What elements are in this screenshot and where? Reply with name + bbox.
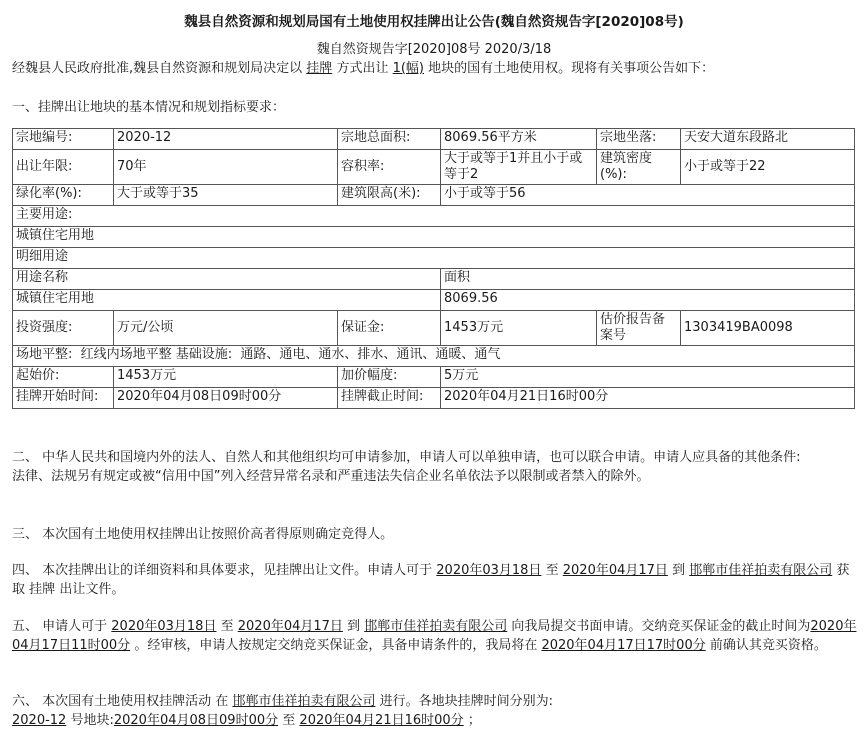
table-cell: 2020-12: [114, 129, 338, 150]
table-row: [13, 367, 855, 388]
section-5-text: 向我局提交书面申请。交纳竞买保证金的截止时间为: [511, 619, 811, 634]
table-cell: 小于或等于56: [441, 185, 855, 206]
table-cell: 主要用途:: [13, 206, 855, 227]
section-6-text: 六、 本次国有土地使用权挂牌活动: [12, 694, 212, 709]
section-4-text: 出让文件。: [59, 582, 125, 597]
section-6-company-link[interactable]: 邯郸市佳祥拍卖有限公司: [232, 694, 376, 709]
table-cell: 估价报告备案号: [597, 311, 681, 346]
section-4-company-link[interactable]: 邯郸市佳祥拍卖有限公司: [689, 563, 833, 578]
section-5-text: 。经审核，申请人按规定交纳竞买保证金，具备申请条件的，我局将在: [134, 638, 538, 653]
section-5-text: 至: [220, 619, 234, 634]
table-cell: 出让年限:: [13, 150, 114, 185]
table-row: [13, 311, 855, 346]
intro-text-a: 经魏县人民政府批准,魏县自然资源和规划局决定以: [12, 61, 303, 76]
table-row: [13, 150, 855, 185]
table-cell: 8069.56平方米: [441, 129, 597, 150]
table-cell: 面积: [441, 269, 855, 290]
notice-title: 魏县自然资源和规划局国有土地使用权挂牌出让公告(魏自然资规告字[2020]08号): [184, 14, 684, 30]
table-cell: 5万元: [441, 367, 855, 388]
table-cell: 1303419BA0098: [681, 311, 855, 346]
table-cell: 城镇住宅用地: [13, 227, 855, 248]
table-cell: 场地平整: 红线内场地平整 基础设施: 通路、通电、通水、排水、通讯、通暖、通气: [13, 346, 855, 367]
table-cell: 挂牌截止时间:: [338, 388, 441, 409]
intro-paragraph: [12, 60, 860, 78]
section-6: [12, 692, 858, 730]
section-3: 三、 本次国有土地使用权挂牌出让按照价高者得原则确定竞得人。: [12, 527, 394, 542]
table-cell: 70年: [114, 150, 338, 185]
table-cell: 1453万元: [441, 311, 597, 346]
table-row: [13, 248, 855, 269]
section-5-company-link[interactable]: 邯郸市佳祥拍卖有限公司: [364, 619, 508, 634]
section-2-line-1: 二、 中华人民共和国境内外的法人、自然人和其他组织均可申请参加，申请人可以单独申请，也可以联合申请。申请人应具备的其他条件:: [12, 450, 801, 465]
section-5-text: 到: [347, 619, 361, 634]
intro-text-c: 地块的国有土地使用权。现将有关事项公告如下：: [428, 61, 715, 76]
section-4-date-end: 2020年04月17日: [562, 563, 668, 578]
section-5-deposit-deadline: 2020年04月17日11时00分: [12, 619, 857, 653]
table-cell: 宗地坐落:: [597, 129, 681, 150]
table-cell: 绿化率(%):: [13, 185, 114, 206]
section-6-text: 号地块:: [70, 713, 114, 728]
table-cell: 万元/公顷: [114, 311, 338, 346]
table-row: [13, 227, 855, 248]
section-4: [12, 561, 858, 599]
section-6-text: 进行。各地块挂牌时间分别为:: [379, 694, 553, 709]
section-4-text: 挂牌: [29, 582, 56, 597]
notice-subtitle: 魏自然资规告字[2020]08号 2020/3/18: [316, 42, 552, 57]
table-cell: 宗地编号:: [13, 129, 114, 150]
table-row: [13, 290, 855, 311]
intro-method: 挂牌: [306, 61, 333, 76]
parcel-info-table: [12, 128, 855, 409]
table-cell: 保证金:: [338, 311, 441, 346]
section-6-text: 在: [215, 694, 229, 709]
section-2-line-2: 法律、法规另有规定或被“信用中国”列入经营异常名录和严重违法失信企业名单依法予以限制或者禁入的除外。: [12, 469, 650, 484]
section-5-confirm-time: 2020年04月17日17时00分: [541, 638, 706, 653]
section-6-end-time: 2020年04月21日16时00分: [299, 713, 464, 728]
table-cell: 城镇住宅用地: [13, 290, 441, 311]
section-4-text: 获取: [12, 563, 850, 597]
table-cell: 容积率:: [338, 150, 441, 185]
table-row: [13, 346, 855, 367]
section-6-start-time: 2020年04月08日09时00分: [113, 713, 279, 728]
section-5-text: 前确认其竞买资格。: [709, 638, 827, 653]
table-cell: 8069.56: [441, 290, 855, 311]
intro-text-b: 方式出让: [336, 61, 389, 76]
table-cell: 投资强度:: [13, 311, 114, 346]
table-row: [13, 129, 855, 150]
section-5-text: 五、 申请人可于: [12, 619, 108, 634]
table-row: [13, 269, 855, 290]
table-cell: 挂牌开始时间:: [13, 388, 114, 409]
section-6-parcel-id: 2020-12: [12, 713, 67, 728]
table-cell: 小于或等于22: [681, 150, 855, 185]
table-cell: 明细用途: [13, 248, 855, 269]
section-5-date-end: 2020年04月17日: [237, 619, 343, 634]
table-cell: 建筑限高(米):: [338, 185, 441, 206]
section-4-text: 四、 本次挂牌出让的详细资料和具体要求，见挂牌出让文件。申请人可于: [12, 563, 433, 578]
section-4-text: 到: [672, 563, 686, 578]
table-row: [13, 388, 855, 409]
table-cell: 用途名称: [13, 269, 441, 290]
section-6-text: ；: [467, 713, 481, 728]
table-cell: 天安大道东段路北: [681, 129, 855, 150]
intro-count: 1(幅): [392, 61, 425, 76]
section-4-text: 至: [545, 563, 559, 578]
table-cell: 大于或等于1并且小于或等于2: [441, 150, 597, 185]
section-2: [12, 448, 858, 486]
table-cell: 2020年04月21日16时00分: [441, 388, 855, 409]
section-6-text: 至: [282, 713, 296, 728]
table-row: [13, 185, 855, 206]
section-1-heading: 一、挂牌出让地块的基本情况和规划指标要求：: [12, 100, 286, 115]
section-5: [12, 617, 858, 655]
table-cell: 加价幅度:: [338, 367, 441, 388]
section-5-date-start: 2020年03月18日: [111, 619, 217, 634]
section-4-date-start: 2020年03月18日: [436, 563, 542, 578]
table-row: [13, 206, 855, 227]
table-cell: 宗地总面积:: [338, 129, 441, 150]
table-cell: 大于或等于35: [114, 185, 338, 206]
table-cell: 2020年04月08日09时00分: [114, 388, 338, 409]
table-cell: 起始价:: [13, 367, 114, 388]
table-cell: 1453万元: [114, 367, 338, 388]
table-cell: 建筑密度(%):: [597, 150, 681, 185]
